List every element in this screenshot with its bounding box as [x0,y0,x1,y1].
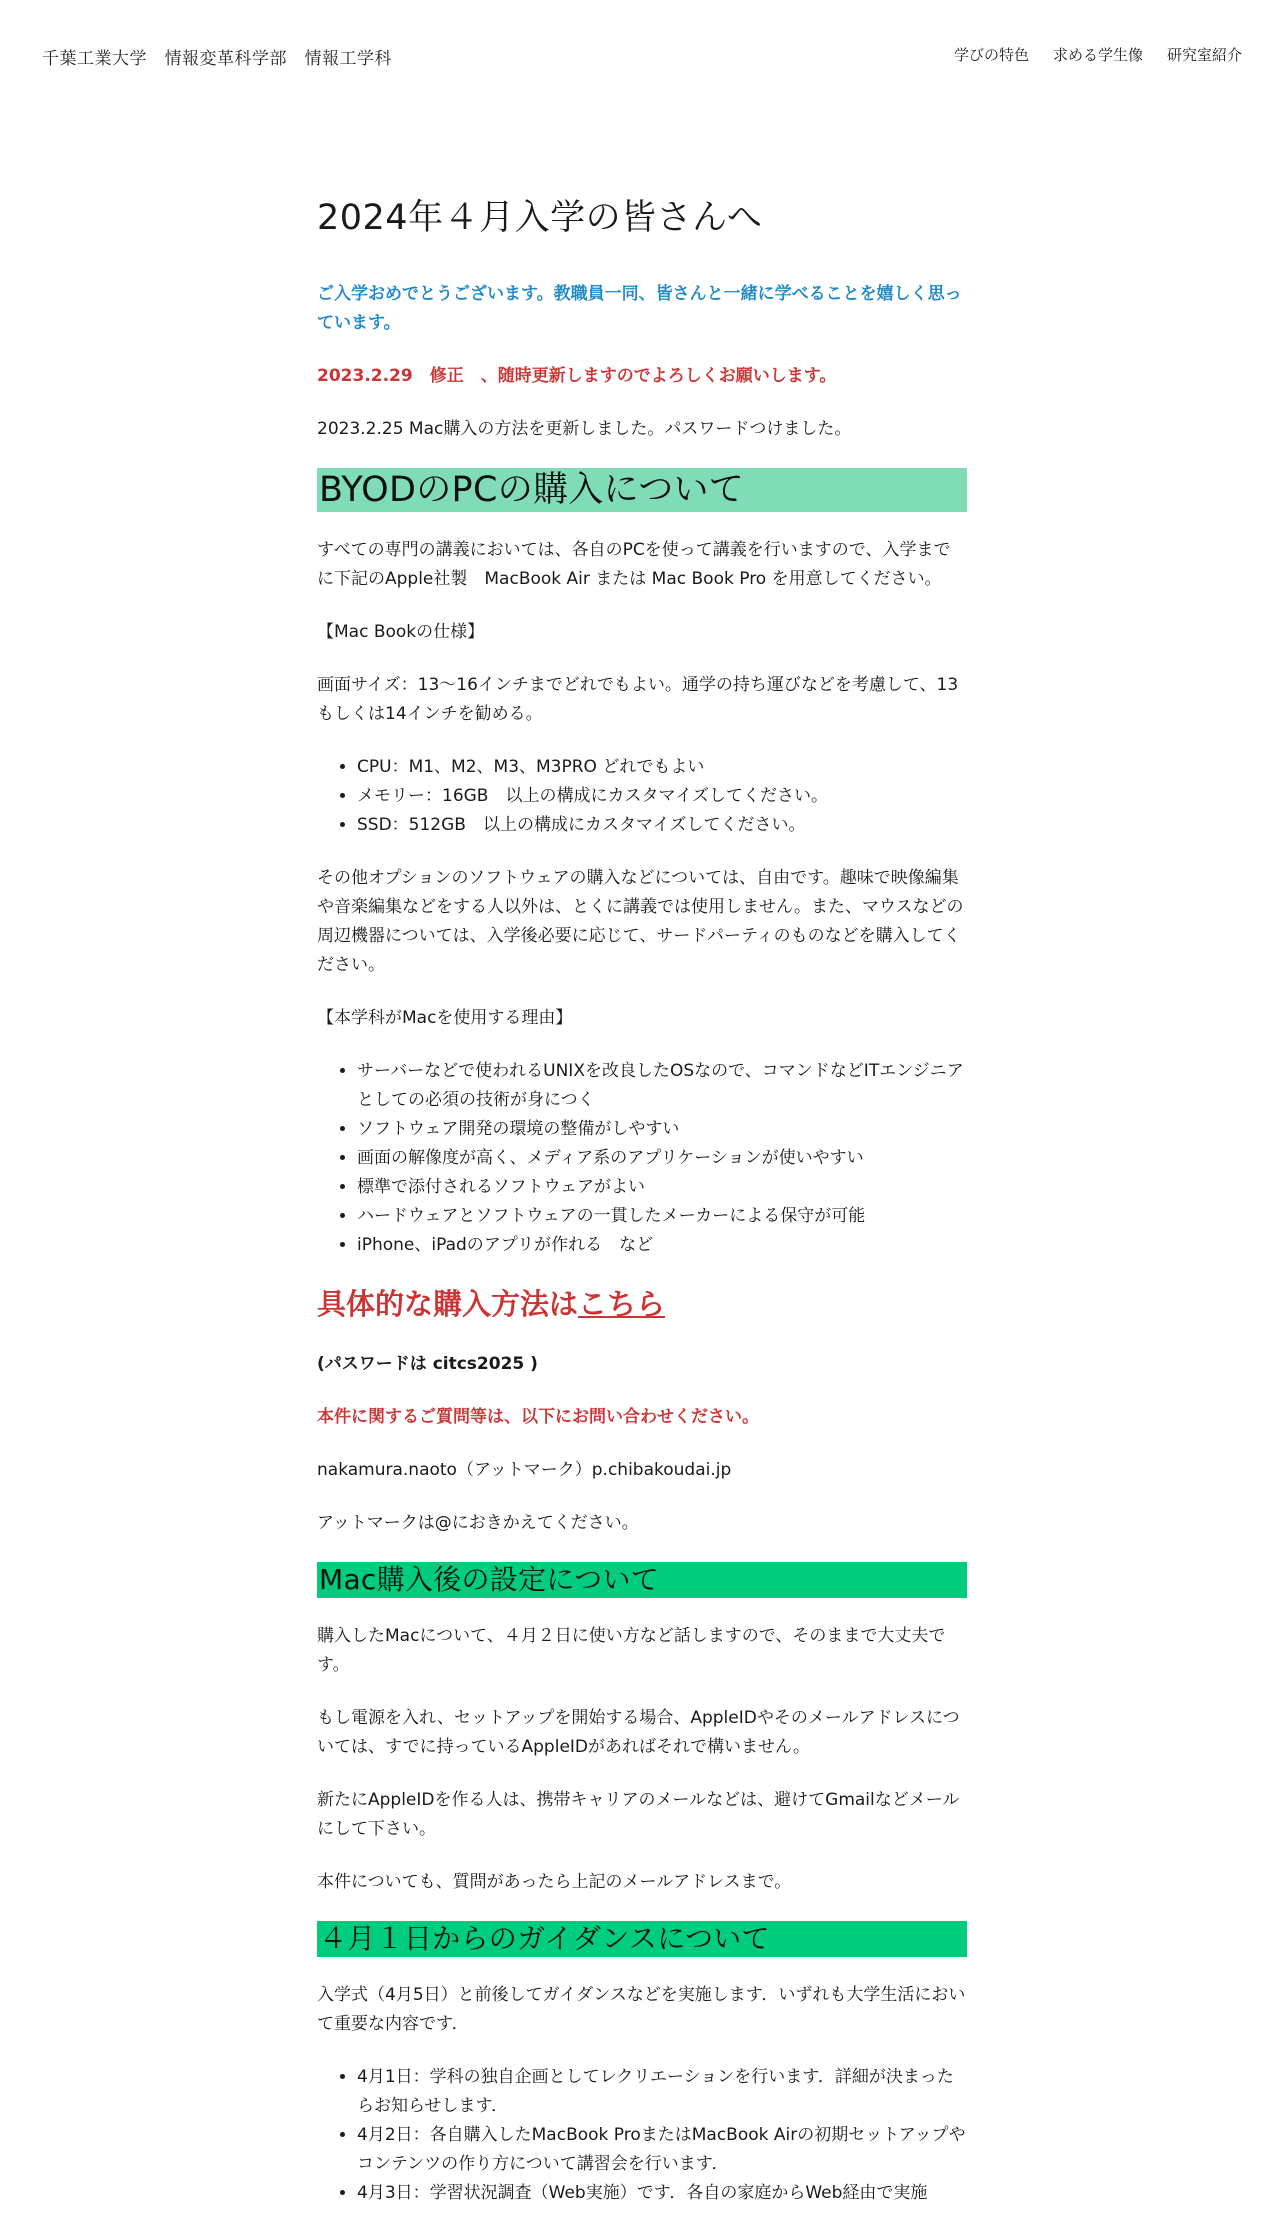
list-item: • iPhone、iPadのアプリが作れる など [357,1231,967,1260]
setup-paragraph: 本件についても、質問があったら上記のメールアドレスまで。 [317,1872,792,1892]
list-item: • ハードウェアとソフトウェアの一貫したメーカーによる保守が可能 [357,1202,967,1231]
site-nav [954,44,1242,65]
congrats-message: ご入学おめでとうございます。教職員一同、皆さんと一緒に学べることを嬉しく思っています。 [317,284,962,333]
main-content [317,180,967,2232]
update-note: 2023.2.25 Mac購入の方法を更新しました。パスワードつけました。 [317,419,852,439]
setup-paragraph: 新たにAppleIDを作る人は、携帯キャリアのメールなどは、避けてGmailなどメールにして下さい。 [317,1790,960,1839]
inquiry-notice: 本件に関するご質問等は、以下にお問い合わせください。 [317,1407,759,1427]
list-item: • 標準で添付されるソフトウェアがよい [357,1173,967,1202]
list-item: • ソフトウェア開発の環境の整備がしやすい [357,1115,967,1144]
reason-list [317,1057,967,1260]
password-note: (パスワードは citcs2025 ) [317,1354,538,1374]
section-heading-setup: Mac購入後の設定について [317,1562,967,1598]
page-title: 2024年４月入学の皆さんへ [317,198,763,238]
reason-heading: 【本学科がMacを使用する理由】 [317,1008,573,1028]
site-header [0,0,1284,113]
list-item: • 4月3日：学習状況調査（Web実施）です．各自の家庭からWeb経由で実施 [357,2179,967,2208]
options-text: その他オプションのソフトウェアの購入などについては、自由です。趣味で映像編集や音楽編集などをする人以外は、とくに講義では使用しません。また、マウスなどの周辺機器については、入学後必要に応じて、サードパーティのものなどを購入してください。 [317,868,964,975]
guidance-list [317,2063,967,2208]
section-heading-byod: BYODのPCの購入について [317,468,967,512]
nav-link-features[interactable]: 学びの特色 [953,46,1029,64]
purchase-method-text: 具体的な購入方法は [317,1287,579,1321]
guidance-intro: 入学式（4月5日）と前後してガイダンスなどを実施します．いずれも大学生活において重要な内容です． [317,1985,966,2034]
list-item: • 画面の解像度が高く、メディア系のアプリケーションが使いやすい [357,1144,967,1173]
at-mark-note: アットマークは@におきかえてください。 [317,1513,639,1533]
purchase-method-link[interactable]: こちら [578,1287,666,1321]
list-item: • CPU：M1、M2、M3、M3PRO どれでもよい [357,753,967,782]
purchase-method-heading [317,1284,967,1324]
spec-list [317,753,967,840]
nav-link-ideal-student[interactable]: 求める学生像 [1052,46,1143,64]
update-notice: 2023.2.29 修正 、随時更新しますのでよろしくお願いします。 [317,366,837,386]
site-title-link[interactable]: 千葉工業大学 情報変革科学部 情報工学科 [42,49,392,69]
screen-size-text: 画面サイズ：13〜16インチまでどれでもよい。通学の持ち運びなどを考慮して、13もしくは14インチを勧める。 [317,675,959,724]
contact-email: nakamura.naoto（アットマーク）p.chibakoudai.jp [317,1460,732,1480]
list-item: • サーバーなどで使われるUNIXを改良したOSなので、コマンドなどITエンジニアとしての必須の技術が身につく [357,1057,967,1115]
byod-intro: すべての専門の講義においては、各自のPCを使って講義を行いますので、入学までに下記のApple社製 MacBook Air または Mac Book Pro を用意してください。 [317,540,951,589]
list-item: • SSD：512GB 以上の構成にカスタマイズしてください。 [357,811,967,840]
setup-paragraph: 購入したMacについて、４月２日に使い方など話しますので、そのままで大丈夫です。 [317,1626,946,1675]
list-item: • 4月1日：学科の独自企画としてレクリエーションを行います．詳細が決まったらお知らせします． [357,2063,967,2121]
list-item: • 4月2日：各自購入したMacBook ProまたはMacBook Airの初期セットアップやコンテンツの作り方について講習会を行います． [357,2121,967,2179]
section-heading-guidance: ４月１日からのガイダンスについて [317,1921,967,1957]
setup-paragraph: もし電源を入れ、セットアップを開始する場合、AppleIDやそのメールアドレスについては、すでに持っているAppleIDがあればそれで構いません。 [317,1708,960,1757]
list-item: • メモリー：16GB 以上の構成にカスタマイズしてください。 [357,782,967,811]
nav-link-labs[interactable]: 研究室紹介 [1166,46,1242,64]
spec-heading: 【Mac Bookの仕様】 [317,622,485,642]
